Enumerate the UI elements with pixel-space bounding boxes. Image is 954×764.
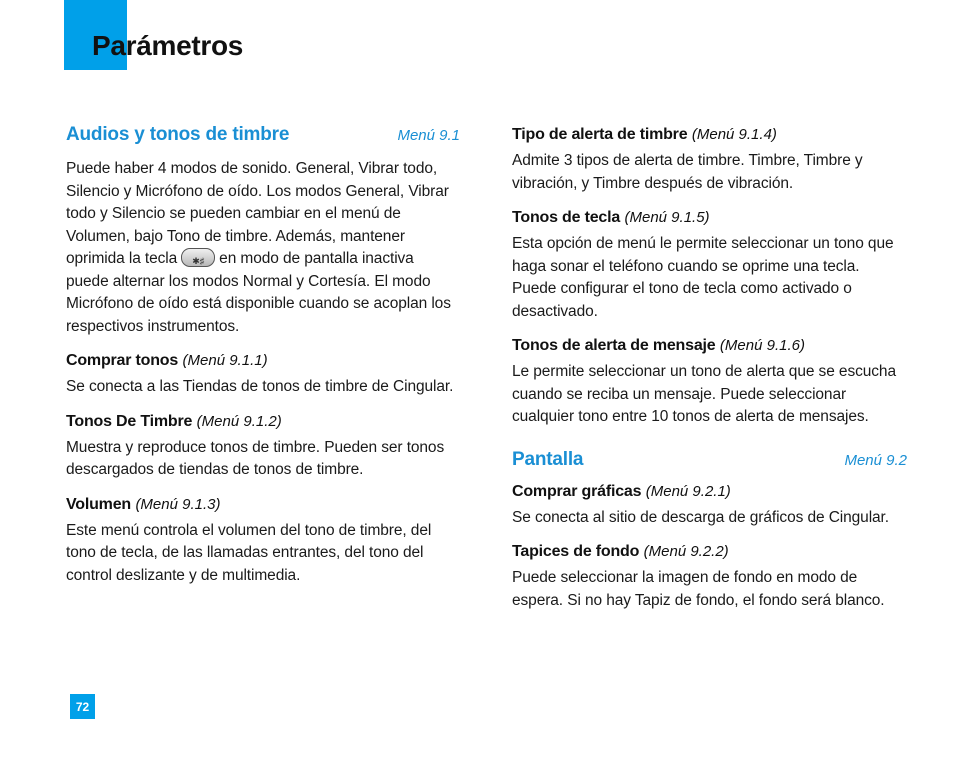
item-menu: (Menú 9.1.6) bbox=[719, 337, 805, 354]
item-text: Muestra y reproduce tonos de timbre. Pueden ser tonos descargados de tiendas de tonos de timbre. bbox=[66, 438, 445, 478]
item-title: Comprar gráficas bbox=[512, 482, 642, 500]
item-menu: (Menú 9.2.1) bbox=[645, 482, 731, 500]
section-header-audio bbox=[66, 124, 460, 146]
item-header-tonos-de-timbre bbox=[66, 413, 460, 431]
item-header-volumen bbox=[66, 496, 460, 514]
item-title: Tapices de fondo bbox=[512, 543, 640, 560]
intro-text-before-icon: Puede haber 4 modos de sonido. General, Vibrar todo, Silencio y Micrófono de oído. Los modos General, Vibrar todo y Silencio se pueden cambiar en el menú de Volumen, bajo Tono de timbre. Además, mantener oprimida la tecla bbox=[66, 160, 449, 267]
page-number: 72 bbox=[70, 694, 95, 719]
item-header-tipo-alerta bbox=[512, 126, 907, 144]
item-text: Le permite seleccionar un tono de alerta que se escucha cuando se reciba un mensaje. Puede seleccionar cualquier tono entre 10 tonos de alerta de mensajes. bbox=[512, 363, 896, 425]
item-header-tonos-de-tecla bbox=[512, 209, 907, 227]
item-title: Volumen bbox=[66, 495, 131, 513]
item-text: Se conecta a las Tiendas de tonos de timbre de Cingular. bbox=[66, 378, 454, 395]
item-menu: (Menú 9.2.2) bbox=[643, 543, 729, 560]
left-column bbox=[66, 124, 460, 601]
section-title-pantalla: Pantalla bbox=[512, 448, 584, 470]
item-text: Se conecta al sitio de descarga de gráficos de Cingular. bbox=[512, 508, 889, 526]
item-text: Admite 3 tipos de alerta de timbre. Timbre, Timbre y vibración, y Timbre después de vibración. bbox=[512, 152, 863, 192]
item-title: Tonos de alerta de mensaje bbox=[512, 337, 716, 354]
star-hash-key-icon bbox=[181, 248, 215, 267]
item-header-alerta-mensaje bbox=[512, 337, 907, 355]
item-title: Comprar tonos bbox=[66, 352, 179, 369]
section-menu-pantalla: Menú 9.2 bbox=[844, 451, 907, 469]
item-title: Tipo de alerta de timbre bbox=[512, 126, 688, 143]
section-intro-audio bbox=[66, 158, 460, 338]
item-menu: (Menú 9.1.4) bbox=[691, 126, 777, 143]
item-header-comprar-tonos bbox=[66, 352, 460, 370]
item-text: Esta opción de menú le permite seleccionar un tono que haga sonar el teléfono cuando se oprime una tecla. Puede configurar el tono de tecla como activado o desactivado. bbox=[512, 235, 894, 320]
right-column bbox=[512, 126, 907, 626]
section-title-audio: Audios y tonos de timbre bbox=[66, 124, 290, 145]
section-header-pantalla bbox=[512, 449, 907, 471]
item-menu: (Menú 9.1.3) bbox=[135, 495, 221, 513]
item-text: Este menú controla el volumen del tono de timbre, del tono de tecla, de las llamadas entrantes, del tono del control deslizante y de multimedia. bbox=[66, 521, 432, 584]
item-title: Tonos De Timbre bbox=[66, 412, 193, 430]
item-title: Tonos de tecla bbox=[512, 209, 621, 226]
item-menu: (Menú 9.1.2) bbox=[196, 412, 282, 430]
item-text: Puede seleccionar la imagen de fondo en modo de espera. Si no hay Tapiz de fondo, el fondo será blanco. bbox=[512, 569, 885, 609]
item-header-comprar-graficas bbox=[512, 483, 907, 501]
page-title: Parámetros bbox=[92, 30, 244, 61]
section-menu-audio: Menú 9.1 bbox=[397, 127, 460, 144]
item-menu: (Menú 9.1.1) bbox=[182, 352, 268, 369]
intro-text-after-icon: en modo de pantalla inactiva puede alternar los modos Normal y Cortesía. El modo Micrófono de oído está disponible cuando se acoplan los respectivos instrumentos. bbox=[66, 250, 451, 335]
item-header-tapices-de-fondo bbox=[512, 543, 907, 561]
item-menu: (Menú 9.1.5) bbox=[624, 209, 710, 226]
